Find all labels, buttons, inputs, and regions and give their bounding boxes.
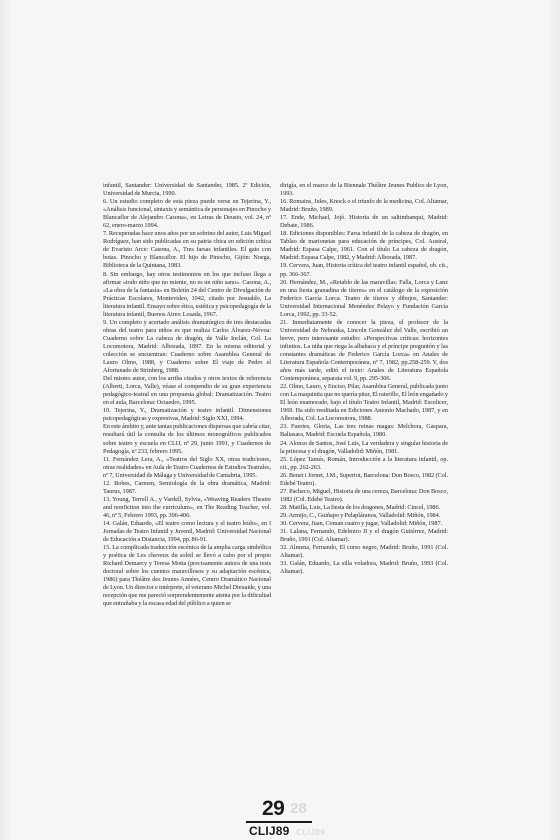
- note-paragraph: 18. Ediciones disponibles: Farsa infantil de la cabeza de dragón, en Tablao de marionetas para educación de príncipes, Col. Austral, Madrid: Espasa Calpe, 1961. Con el título La cabeza de dragón, Madrid: Espasa Calpe, 1982, y Madrid: Alborada, 1987.: [280, 230, 448, 262]
- note-paragraph: Del mismo autor, con los arriba citados y otros textos de referencia (Alberti, Lorca, Valle), véase el compendio de su gran experiencia pedagógico-teatral en una propuesta global: Dramatización. Teatro en el aula, Barcelona: Octaedro, 1995.: [103, 375, 271, 407]
- note-paragraph: 27. Pacheco, Miguel, Historia de una cereza, Barcelona: Don Bosco, 1982 (Col. Edebé Teatro).: [280, 487, 448, 503]
- note-paragraph: 30. Cervera, Juan, Coman cuatro y jugar, Valladolid: Miñón, 1987.: [280, 519, 443, 527]
- note-paragraph: En este ámbito y, ante tantas publicaciones dispersas que cabría citar, resultará útil la consulta de los últimos monográficos publicados sobre teatro y escuela en CLIJ, nº 29, junio 1991, y Cuadernos de Pedagogía, nº 233, febrero 1995.: [103, 423, 271, 455]
- note-paragraph: 8. Sin embargo, hay otros testimonios en los que incluso llega a afirmar «todo niño que no miente, no es un niño sano». Casona, A., «La obra de la fantasía» en Boletín 24 del Centro de Divulgación de Prácticas Escolares, Montevideo, 1942, citado por Jesualdo, La literatura infantil. Ensayo sobre ética, estética y psicopedagogía de la literatura infantil, Buenos Aires: Losada, 1967.: [103, 270, 271, 318]
- note-paragraph: 16. Romains, Jules, Knock o el triunfo de la medicina, Col. Altamar, Madrid: Bruño, 1989.: [280, 198, 448, 214]
- note-paragraph: 29. Armijo, C., Guiñapo y Pelapláranos, Valladolid: Miñón, 1984.: [280, 511, 441, 519]
- note-paragraph: 7. Recuperadas hace unos años por un sobrino del autor, Luis Miguel Rodríguez, han sido publicadas en su patria chica en edición crítica de Evaristo Arce: Casona, A., Tres farsas infantiles. El gato con botas. Pinocho y Blancaflor. El hijo de Pinocho, Gijón: Noega, Biblioteca de la Quintana, 1983.: [103, 230, 271, 270]
- note-paragraph: 15. La complicada traducción escénica de la amplia carga simbólica y poética de Les cheveux du soleil se llevó a cabo por el propio Richard Demarcy y Teresa Motta (precisamente autora de una tesis doctoral sobre los cuentos maravillosos y su adaptación escénica, 1986) para Théâtre des Jeunes Années, Centro Dramático Nacional de Lyon. Un director e intérprete, el veterano Michel Dieuaide, y una recepción que me pareció sorprendentemente atenta por la dificultad que entrañaba y la escasa edad del público a quien se: [103, 544, 271, 608]
- note-paragraph: 31. Lalana, Fernando, Edelmiro II y el dragón Gutiérrez, Madrid: Bruño, 1991 (Col. Altamar).: [280, 528, 448, 544]
- ghost-page-number: 28: [290, 800, 307, 817]
- journal-name: CLIJ89: [249, 824, 290, 838]
- note-paragraph: 20. Hernández, M., «Retablo de las maravillas: Falla, Lorca y Lanz en una fiesta granadina de títeres» en el catálogo de la exposición Federico García Lorca. Teatro de títeres y dibujos, Santander: Universidad Internacional Menéndez Pelayo y Fundación García Lorca, 1992, pp. 33-52.: [280, 278, 448, 318]
- note-paragraph: dirigía, en el marco de la Biennale Théâtre Jeunes Publics de Lyon, 1993.: [280, 182, 448, 198]
- note-paragraph: 12. Bobes, Carmen, Semiología de la obra dramática, Madrid: Taurus, 1987.: [103, 479, 271, 495]
- note-paragraph: 6. Un estudio completo de esta pieza puede verse en Tejerina, Y., «Análisis funcional, sintaxis y semántica de personajes en Pinocho y Blancaflor de Alejandro Casona», en Letras de Deusto, vol. 24, nº 62, enero-marzo 1994.: [103, 198, 271, 230]
- note-paragraph: 22. Olmo, Lauro, y Enciso, Pilar, Asamblea General, publicada junto con La maquinita que no quería pitar, El raterillo, El león engañado y El león enamorado, bajo el título Teatro Infantil, Madrid: Escelicer, 1969. Ha sido reeditada en Ediciones Antonio Machado, 1987, y en Alborada, Col. La Locomotora, 1988.: [280, 383, 448, 423]
- note-paragraph: 28. Matilla, Luis, La fiesta de los dragones, Madrid: Cincel, 1986.: [280, 503, 441, 511]
- note-paragraph: 32. Almena, Fernando, El curso negro, Madrid: Bruño, 1991 (Col. Altamar).: [280, 544, 448, 560]
- note-paragraph: 10. Tejerina, Y., Dramatización y teatro infantil. Dimensiones psicopedagógicas y expresivas, Madrid: Siglo XXI, 1994.: [103, 407, 271, 423]
- notes-column-right: [280, 182, 448, 576]
- note-paragraph: 21. Inmediatamente de conocer la pieza, el profesor de la Universidad de Nebraska, Lincoln González del Valle, escribió un breve, pero interesante estudio: «Perspectivas críticas: horizontes infinitos. La niña que riega la albahaca y el príncipe preguntón y las constantes dramáticas de Federico García Lorca» en Anales de Literatura Española Contemporánea, nº 7, 1982, pp.258-259. Y, dos años más tarde, editó el texto: Anales de Literatura Española Contemporánea, separata vol. 9, pp. 295-306.: [280, 318, 448, 383]
- footer-rule: [246, 821, 312, 823]
- note-paragraph: 19. Cervera, Juan, Historia crítica del teatro infantil español, ob. cit., pp. 366-367.: [280, 262, 448, 278]
- ghost-journal-name: CLIJ89: [296, 828, 326, 837]
- note-paragraph: 17. Ende, Michael, Jojó. Historia de un saltimbanqui, Madrid: Debate, 1986.: [280, 214, 448, 230]
- note-paragraph: 9. Un completo y acertado análisis dramatúrgico de tres destacadas obras del teatro para niños es que realiza Carlos Álvarez-Nóvoa: Cuaderno sobre La cabeza de dragón, de Valle Inclán, Col. La Locomotora, Madrid: Alborada, 1897. En la misma editorial y colección se encuentran: Cuaderno sobre Asamblea General de Lauro Olmo, 1988, y Cuaderno sobre El viaje de Pedro el Afortunado de Strinberg, 1988.: [103, 318, 271, 375]
- note-paragraph: 11. Fernández Lera, A., «Teatros del Siglo XX, otras tradiciones, otras realidades» en Aula de Teatro Cuadernos de Estudios Teatrales, nº 7, Universidad de Málaga y Universidad de Cantabria, 1995.: [103, 455, 271, 479]
- note-paragraph: 23. Fuertes, Gloria, Las tres reinas magas: Melchora, Gaspara, Baltasara, Madrid: Escuela Española, 1980.: [280, 423, 448, 439]
- note-paragraph: 14. Galán, Eduardo, «El teatro como lectura y el teatro leído», en I Jornadas de Teatro Infantil y Juvenil, Madrid: Universidad Nacional de Educación a Distancia, 1994, pp. 86-91.: [103, 519, 271, 544]
- note-paragraph: 33. Galán, Eduardo, La silla voladora, Madrid: Bruño, 1993 (Col. Altamar).: [280, 560, 448, 576]
- note-paragraph: 25. López Tamés, Román, Introducción a la literatura infantil, op. cit., pp. 262-263.: [280, 455, 448, 471]
- notes-column-left: [103, 182, 271, 608]
- note-paragraph: 26. Benet i Jornet, J.M., Supertot, Barcelona: Don Bosco, 1982 (Col. Edebé Teatro).: [280, 471, 448, 487]
- page-number: 29: [262, 797, 285, 820]
- note-paragraph: 13. Young, Terrell A., y Vardell, Sylvia, «Weaving Readers Theatre and nonfiction into the curriculum», en The Reading Teacher, vol. 46, nº 5, Febrero 1993, pp. 396-406.: [103, 495, 271, 519]
- note-paragraph: 24. Alonso de Santos, José Luis, La verdadera y singular historia de la princesa y el dragón, Valladolid: Miñón, 1981.: [280, 439, 448, 455]
- note-paragraph: infantil, Santander: Universidad de Santander, 1985. 2ª Edición, Universidad de Murcia, 1990.: [103, 182, 271, 198]
